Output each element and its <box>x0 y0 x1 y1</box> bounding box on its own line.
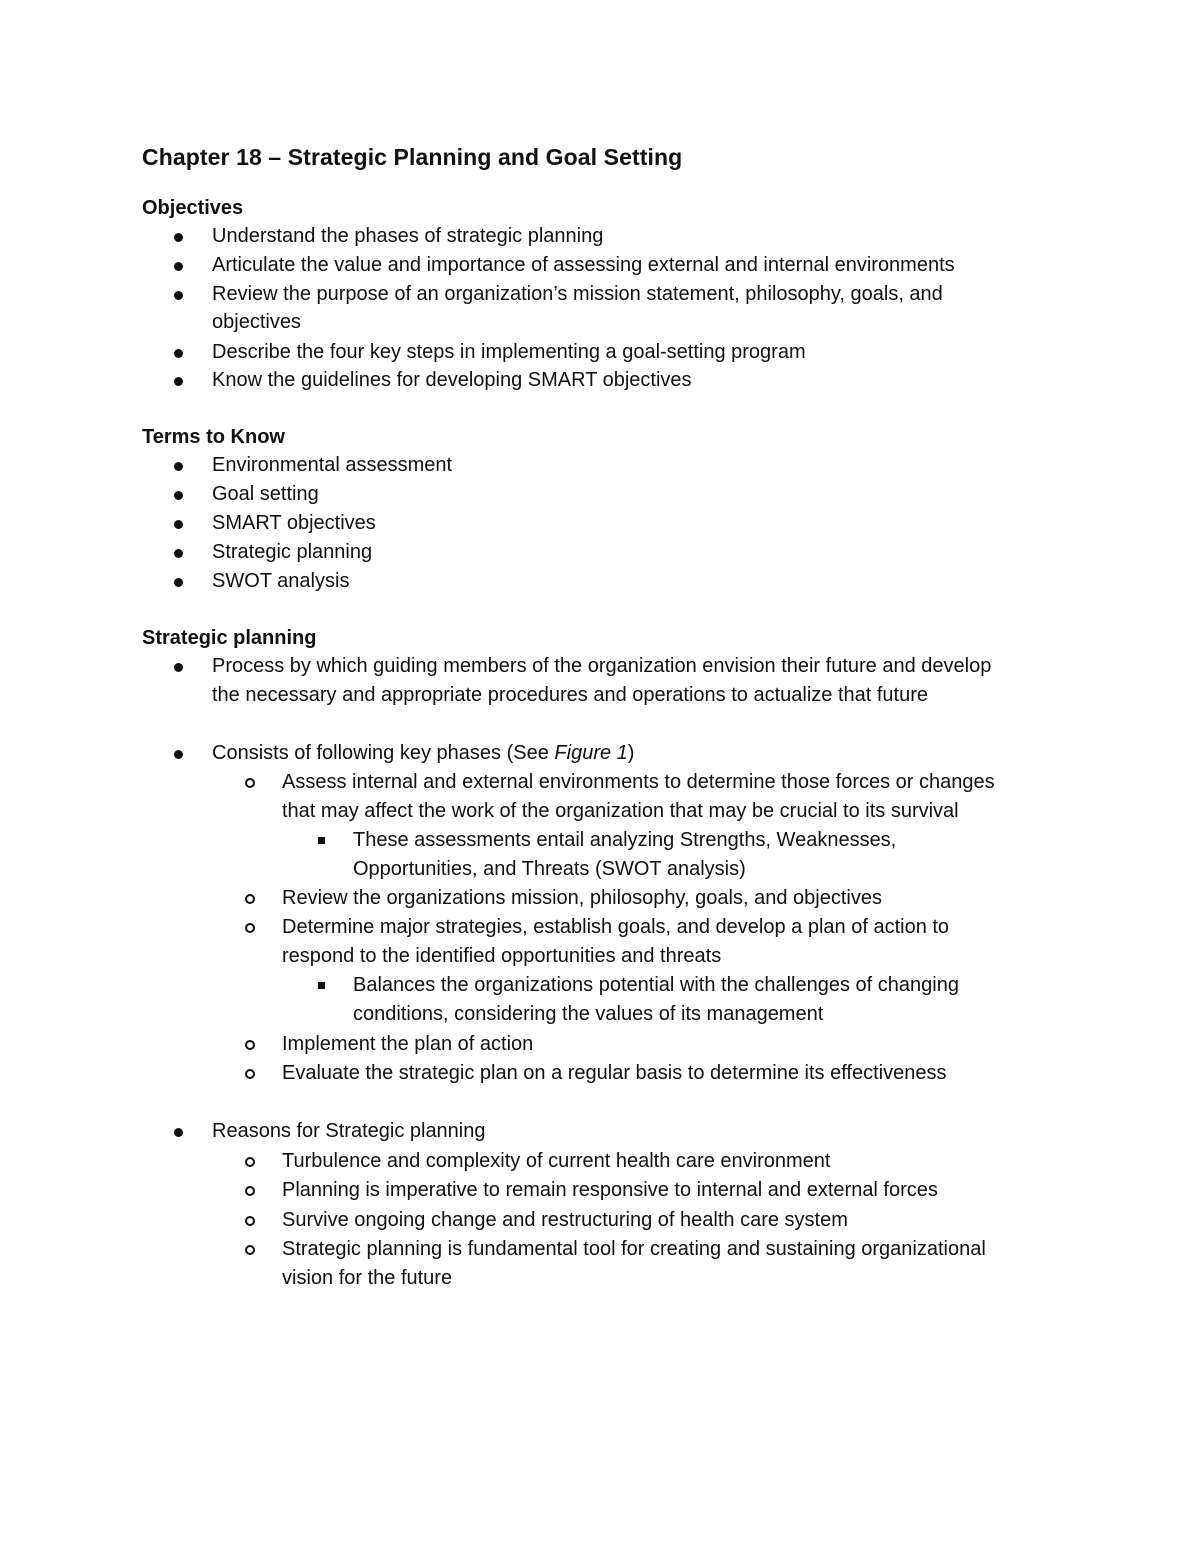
phase-item: Evaluate the strategic plan on a regular basis to determine its effectiveness <box>282 1062 947 1084</box>
strategic-planning-heading: Strategic planning <box>142 627 317 649</box>
term-item: SWOT analysis <box>212 570 350 592</box>
objective-item: Review the purpose of an organization’s mission statement, philosophy, goals, and <box>212 283 943 305</box>
bullet-disc-icon <box>174 291 183 300</box>
objective-item-continuation: objectives <box>212 311 301 333</box>
bullet-circle-icon <box>245 894 255 904</box>
objective-item: Describe the four key steps in implementing a goal-setting program <box>212 341 806 363</box>
objectives-heading: Objectives <box>142 197 244 219</box>
reason-item: Strategic planning is fundamental tool for creating and sustaining organizational <box>282 1238 986 1260</box>
phase-item: Determine major strategies, establish goals, and develop a plan of action to <box>282 916 950 938</box>
objective-item: Understand the phases of strategic planning <box>212 225 604 247</box>
bullet-circle-icon <box>245 1040 255 1050</box>
term-item: Goal setting <box>212 483 319 505</box>
bullet-square-icon <box>318 982 325 989</box>
bullet-circle-icon <box>245 778 255 788</box>
bullet-circle-icon <box>245 1186 255 1196</box>
bullet-square-icon <box>318 837 325 844</box>
bullet-disc-icon <box>174 491 183 500</box>
phase-item-continuation: respond to the identified opportunities and threats <box>282 945 722 967</box>
bullet-circle-icon <box>245 1069 255 1079</box>
bullet-disc-icon <box>174 233 183 242</box>
bullet-disc-icon <box>174 750 183 759</box>
bullet-circle-icon <box>245 1216 255 1226</box>
phase-item-continuation: that may affect the work of the organization that may be crucial to its survival <box>282 800 959 822</box>
bullet-disc-icon <box>174 349 183 358</box>
bullet-disc-icon <box>174 462 183 471</box>
reasons-label: Reasons for Strategic planning <box>212 1120 486 1142</box>
bullet-disc-icon <box>174 377 183 386</box>
bullet-disc-icon <box>174 1128 183 1137</box>
terms-heading: Terms to Know <box>142 426 285 448</box>
figure-reference: Figure 1 <box>554 742 628 764</box>
bullet-circle-icon <box>245 1157 255 1167</box>
bullet-disc-icon <box>174 549 183 558</box>
phases-intro: Consists of following key phases (See Figure 1) <box>212 742 635 764</box>
bullet-disc-icon <box>174 262 183 271</box>
reason-item: Turbulence and complexity of current health care environment <box>282 1150 831 1172</box>
phase-subitem-continuation: Opportunities, and Threats (SWOT analysis) <box>353 858 746 880</box>
objective-item: Know the guidelines for developing SMART objectives <box>212 369 692 391</box>
phase-item: Review the organizations mission, philosophy, goals, and objectives <box>282 887 882 909</box>
term-item: SMART objectives <box>212 512 376 534</box>
bullet-disc-icon <box>174 578 183 587</box>
reason-item-continuation: vision for the future <box>282 1267 453 1289</box>
objective-item: Articulate the value and importance of assessing external and internal environments <box>212 254 955 276</box>
page-title: Chapter 18 – Strategic Planning and Goal Setting <box>142 144 683 170</box>
phase-item: Assess internal and external environments to determine those forces or changes <box>282 771 995 793</box>
phase-subitem: These assessments entail analyzing Strengths, Weaknesses, <box>353 829 897 851</box>
term-item: Environmental assessment <box>212 454 453 476</box>
bullet-circle-icon <box>245 923 255 933</box>
process-item-continuation: the necessary and appropriate procedures and operations to actualize that future <box>212 684 929 706</box>
process-item: Process by which guiding members of the organization envision their future and develop <box>212 655 992 677</box>
bullet-disc-icon <box>174 663 183 672</box>
phase-subitem-continuation: conditions, considering the values of its management <box>353 1003 824 1025</box>
bullet-disc-icon <box>174 520 183 529</box>
phase-subitem: Balances the organizations potential with the challenges of changing <box>353 974 959 996</box>
reason-item: Planning is imperative to remain responsive to internal and external forces <box>282 1179 938 1201</box>
term-item: Strategic planning <box>212 541 373 563</box>
phase-item: Implement the plan of action <box>282 1033 534 1055</box>
bullet-circle-icon <box>245 1245 255 1255</box>
reason-item: Survive ongoing change and restructuring of health care system <box>282 1209 848 1231</box>
